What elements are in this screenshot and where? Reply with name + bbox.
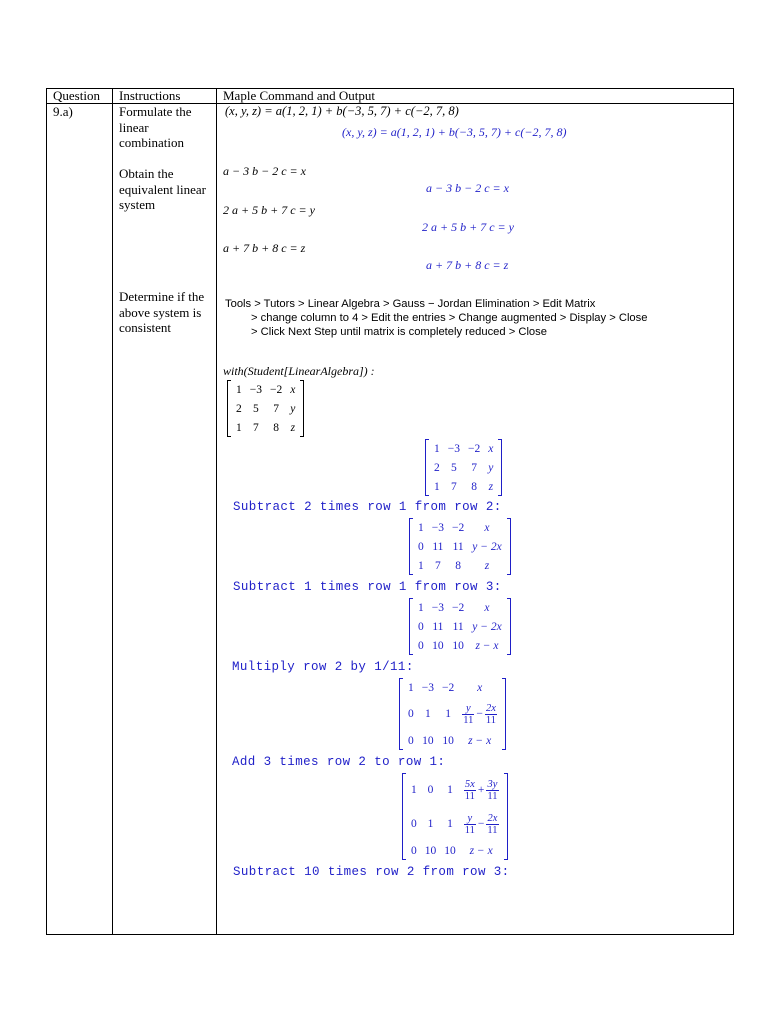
cell: 1	[418, 601, 424, 614]
cell: 8	[471, 480, 477, 493]
cell: 10	[422, 734, 434, 747]
cell: 1	[445, 708, 451, 720]
header-maple: Maple Command and Output	[223, 88, 376, 103]
fraction	[486, 813, 498, 836]
tools-path-line-2: > change column to 4 > Edit the entries > Change augmented > Display > Close	[251, 312, 648, 324]
cell: 7	[435, 559, 441, 572]
cell: 0	[411, 844, 417, 857]
combination-output: (x, y, z) = a(1, 2, 1) + b(−3, 5, 7) + c(−2, 7, 8)	[342, 125, 567, 139]
cell: 11	[432, 620, 444, 633]
cell: y	[290, 402, 296, 415]
cell: 1	[418, 559, 424, 572]
cell: 2	[236, 402, 242, 415]
cell: −2	[468, 442, 481, 455]
cell: 10	[442, 734, 454, 747]
question-id: 9.a)	[53, 104, 73, 119]
cell: 11	[452, 540, 464, 553]
cell-fraction-expr	[460, 807, 503, 841]
table-bottom-border	[46, 934, 734, 935]
numerator: y	[464, 813, 476, 825]
cell: −3	[421, 681, 434, 694]
cell: 7	[253, 421, 259, 434]
denominator: 11	[487, 824, 498, 836]
fraction	[462, 703, 474, 726]
matrix-input	[227, 380, 304, 437]
eq3-input: a + 7 b + 8 c = z	[223, 241, 306, 255]
cell: 0	[411, 818, 417, 830]
step-2-label: Subtract 1 times row 1 from row 3:	[233, 580, 502, 594]
denominator: 11	[463, 714, 474, 726]
header-question: Question	[53, 88, 100, 103]
cell: 0	[418, 639, 424, 652]
cell: 0	[418, 620, 424, 633]
matrix-step-2	[409, 598, 511, 655]
instruction-determine: Determine if the above system is consistent	[119, 289, 205, 335]
operator: −	[476, 707, 483, 720]
denominator: 11	[464, 790, 475, 802]
cell: −2	[452, 601, 465, 614]
cell: 0	[408, 708, 414, 720]
cell: 11	[452, 620, 464, 633]
cell: 8	[455, 559, 461, 572]
cell: x	[484, 601, 490, 614]
numerator: 2x	[485, 702, 496, 714]
cell: 10	[452, 639, 464, 652]
cell: −2	[442, 681, 455, 694]
eq3-output: a + 7 b + 8 c = z	[426, 258, 509, 272]
cell: 0	[427, 784, 434, 796]
fraction	[486, 779, 498, 802]
cell: 1	[427, 818, 434, 830]
cell: 1	[425, 708, 431, 720]
instruction-obtain: Obtain the equivalent linear system	[119, 166, 206, 212]
operator: +	[477, 783, 485, 796]
cell: 8	[273, 421, 279, 434]
table-col-divider-1	[112, 88, 113, 935]
cell: −3	[249, 383, 262, 396]
cell: y − 2x	[472, 540, 502, 553]
cell-fraction-expr	[458, 697, 501, 731]
cell: z − x	[475, 639, 499, 652]
cell: 7	[471, 461, 477, 474]
cell: y	[488, 461, 494, 474]
fraction	[464, 813, 476, 836]
cell: 1	[434, 442, 440, 455]
cell: 10	[444, 844, 456, 857]
cell: 1	[447, 784, 453, 796]
step-4-label: Add 3 times row 2 to row 1:	[232, 755, 446, 769]
numerator: y	[462, 703, 474, 715]
cell: 5	[451, 461, 457, 474]
cell: 1	[447, 818, 453, 830]
table-right-border	[733, 88, 734, 935]
eq2-output: 2 a + 5 b + 7 c = y	[422, 220, 514, 234]
cell: 1	[236, 421, 242, 434]
matrix-step-4	[402, 773, 508, 860]
cell: 0	[408, 734, 414, 747]
cell: 7	[451, 480, 457, 493]
cell: 11	[432, 540, 444, 553]
cell: 10	[432, 639, 444, 652]
cell: x	[484, 521, 490, 534]
cell: 5	[253, 402, 259, 415]
cell: 1	[236, 383, 242, 396]
eq2-input: 2 a + 5 b + 7 c = y	[223, 203, 315, 217]
denominator: 11	[464, 824, 475, 836]
cell: 1	[411, 784, 417, 796]
numerator: 5x	[464, 778, 475, 790]
matrix-step-3	[399, 678, 506, 750]
instruction-formulate: Formulate the linear combination	[119, 104, 192, 150]
cell: −3	[431, 601, 444, 614]
cell: z	[488, 480, 494, 493]
step-1-label: Subtract 2 times row 1 from row 2:	[233, 500, 502, 514]
cell: 10	[424, 844, 437, 857]
cell: 0	[418, 540, 424, 553]
cell: −3	[431, 521, 444, 534]
cell: x	[488, 442, 494, 455]
table-left-border	[46, 88, 47, 935]
combination-input: (x, y, z) = a(1, 2, 1) + b(−3, 5, 7) + c(−2, 7, 8)	[225, 104, 459, 118]
denominator: 11	[485, 714, 496, 726]
header-instructions: Instructions	[119, 88, 181, 103]
tools-path-line-3: > Click Next Step until matrix is completely reduced > Close	[251, 326, 547, 338]
numerator: 3y	[487, 778, 498, 790]
cell-fraction-expr	[460, 773, 503, 807]
cell: x	[477, 681, 483, 694]
fraction	[464, 779, 476, 802]
cell: z − x	[469, 844, 493, 857]
cell: y − 2x	[472, 620, 502, 633]
eq1-input: a − 3 b − 2 c = x	[223, 164, 306, 178]
cell: 1	[408, 681, 414, 694]
cell: −3	[447, 442, 460, 455]
cell: z − x	[468, 734, 492, 747]
cell: z	[484, 559, 490, 572]
cell: 2	[434, 461, 440, 474]
step-5-label: Subtract 10 times row 2 from row 3:	[233, 865, 510, 879]
matrix-step-1	[409, 518, 511, 575]
cell: 1	[418, 521, 424, 534]
numerator: 2x	[487, 812, 498, 824]
operator: −	[477, 817, 485, 830]
cell: x	[290, 383, 296, 396]
step-3-label: Multiply row 2 by 1/11:	[232, 660, 414, 674]
cell: −2	[270, 383, 283, 396]
eq1-output: a − 3 b − 2 c = x	[426, 181, 509, 195]
cell: 7	[273, 402, 279, 415]
tools-path-line-1: Tools > Tutors > Linear Algebra > Gauss − Jordan Elimination > Edit Matrix	[225, 298, 596, 310]
matrix-output	[425, 439, 502, 496]
cell: 1	[434, 480, 440, 493]
with-command: with(Student[LinearAlgebra]) :	[223, 364, 375, 378]
cell: −2	[452, 521, 465, 534]
cell: z	[290, 421, 296, 434]
denominator: 11	[487, 790, 498, 802]
fraction	[485, 703, 497, 726]
table-col-divider-2	[216, 88, 217, 935]
